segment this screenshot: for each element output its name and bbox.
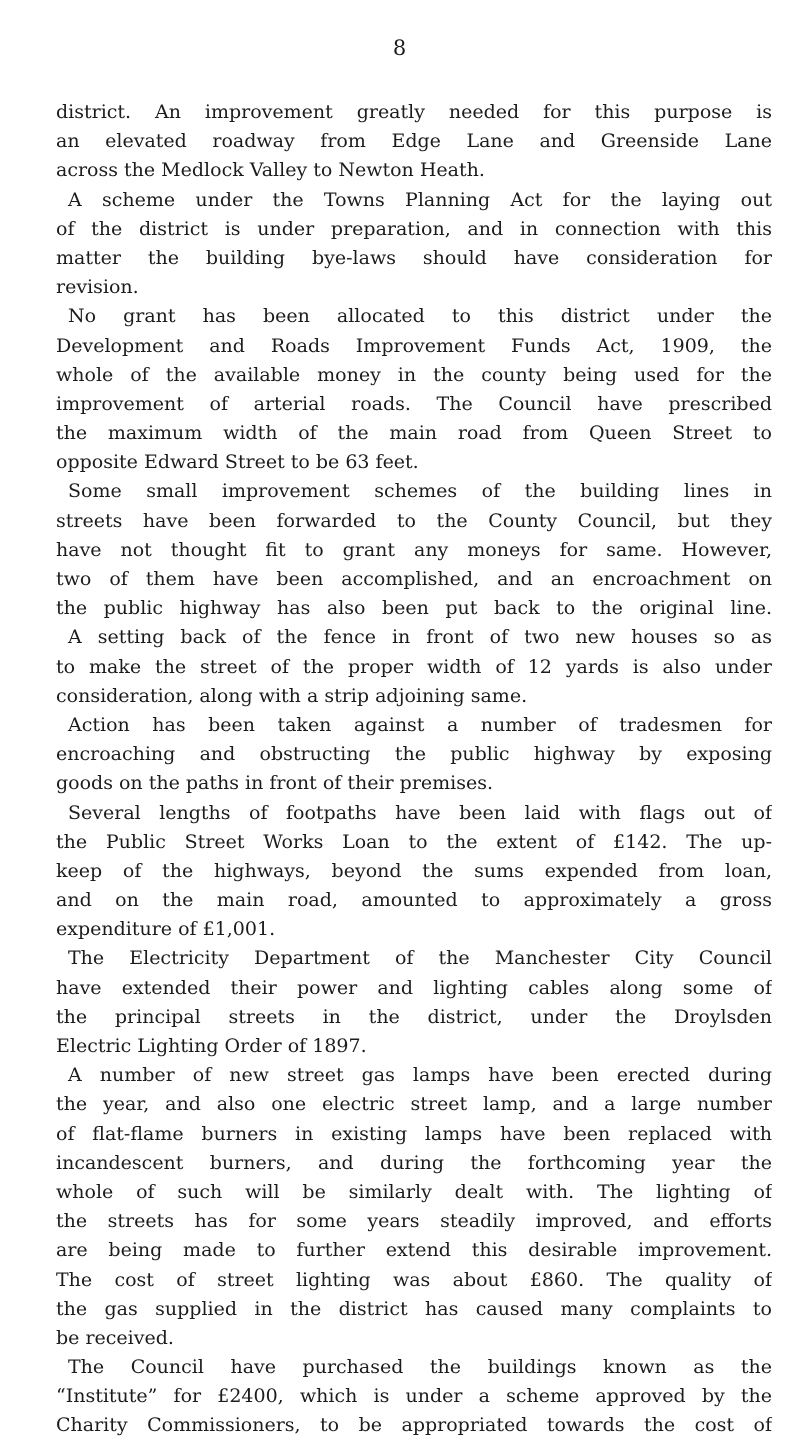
text-line: Charity Commissioners, to be appropriated towards the cost of bbox=[56, 1414, 772, 1437]
text-line: streets have been forwarded to the County Council, but they bbox=[56, 509, 772, 532]
text-line: have extended their power and lighting cables along some of bbox=[56, 976, 772, 999]
text-line: whole of the available money in the county being used for the bbox=[56, 363, 772, 386]
text-line: have not thought fit to grant any moneys for same. However, bbox=[56, 538, 772, 561]
text-line: the public highway has also been put back to the original line. bbox=[56, 597, 772, 620]
text-line: revision. bbox=[56, 276, 139, 299]
text-line: A setting back of the fence in front of two new houses so as bbox=[68, 626, 772, 649]
text-line: Action has been taken against a number of tradesmen for bbox=[68, 713, 772, 736]
text-line: the Public Street Works Loan to the extent of £142. The up- bbox=[56, 830, 772, 853]
text-line: The Electricity Department of the Manchester City Council bbox=[68, 947, 772, 970]
text-line: No grant has been allocated to this district under the bbox=[68, 305, 772, 328]
text-line: and on the main road, amounted to approximately a gross bbox=[56, 889, 772, 912]
text-line: two of them have been accomplished, and an encroachment on bbox=[56, 568, 772, 590]
text-line: the year, and also one electric street lamp, and a large number bbox=[56, 1093, 772, 1116]
text-line: A scheme under the Towns Planning Act for the laying out bbox=[68, 188, 772, 211]
text-line: Electric Lighting Order of 1897. bbox=[56, 1035, 367, 1057]
text-line: Development and Roads Improvement Funds Act, 1909, the bbox=[56, 334, 772, 357]
text-line: Several lengths of footpaths have been laid with flags out of bbox=[68, 801, 772, 824]
text-line: whole of such will be similarly dealt with. The lighting of bbox=[56, 1180, 772, 1203]
body-text bbox=[56, 98, 772, 1441]
text-line: of flat-flame burners in existing lamps have been replaced with bbox=[56, 1122, 772, 1145]
text-line: Some small improvement schemes of the building lines in bbox=[68, 480, 772, 503]
text-line: The cost of street lighting was about £860. The quality of bbox=[56, 1268, 772, 1291]
text-line: incandescent burners, and during the forthcoming year the bbox=[56, 1151, 772, 1174]
text-line: improvement of arterial roads. The Council have prescribed bbox=[56, 392, 772, 415]
text-line: be received. bbox=[56, 1326, 174, 1349]
text-line: A number of new street gas lamps have been erected during bbox=[68, 1064, 772, 1087]
text-line: to make the street of the proper width of 12 yards is also under bbox=[56, 655, 772, 678]
text-line: are being made to further extend this desirable improvement. bbox=[56, 1239, 772, 1262]
text-line: “Institute” for £2400, which is under a scheme approved by the bbox=[56, 1385, 772, 1408]
text-line: the principal streets in the district, under the Droylsden bbox=[56, 1005, 772, 1028]
text-line: district. An improvement greatly needed for this purpose is bbox=[56, 101, 772, 123]
text-line: an elevated roadway from Edge Lane and Greenside Lane bbox=[56, 130, 772, 153]
text-line: matter the building bye-laws should have consideration for bbox=[56, 246, 772, 269]
text-line: goods on the paths in front of their premises. bbox=[56, 772, 494, 795]
text-line: keep of the highways, beyond the sums expended from loan, bbox=[56, 859, 772, 882]
page-number: 8 bbox=[392, 36, 408, 60]
text-line: of the district is under preparation, and in connection with this bbox=[56, 217, 772, 240]
text-line: the streets has for some years steadily improved, and efforts bbox=[56, 1210, 772, 1233]
text-line: opposite Edward Street to be 63 feet. bbox=[56, 451, 419, 474]
text-line: expenditure of £1,001. bbox=[56, 918, 276, 941]
text-line: the gas supplied in the district has caused many complaints to bbox=[56, 1297, 772, 1320]
text-line: the maximum width of the main road from Queen Street to bbox=[56, 422, 772, 445]
text-line: encroaching and obstructing the public highway by exposing bbox=[56, 743, 772, 766]
text-line: across the Medlock Valley to Newton Heath. bbox=[56, 159, 485, 182]
text-line: The Council have purchased the buildings known as the bbox=[68, 1356, 772, 1379]
text-line: consideration, along with a strip adjoining same. bbox=[56, 684, 528, 707]
